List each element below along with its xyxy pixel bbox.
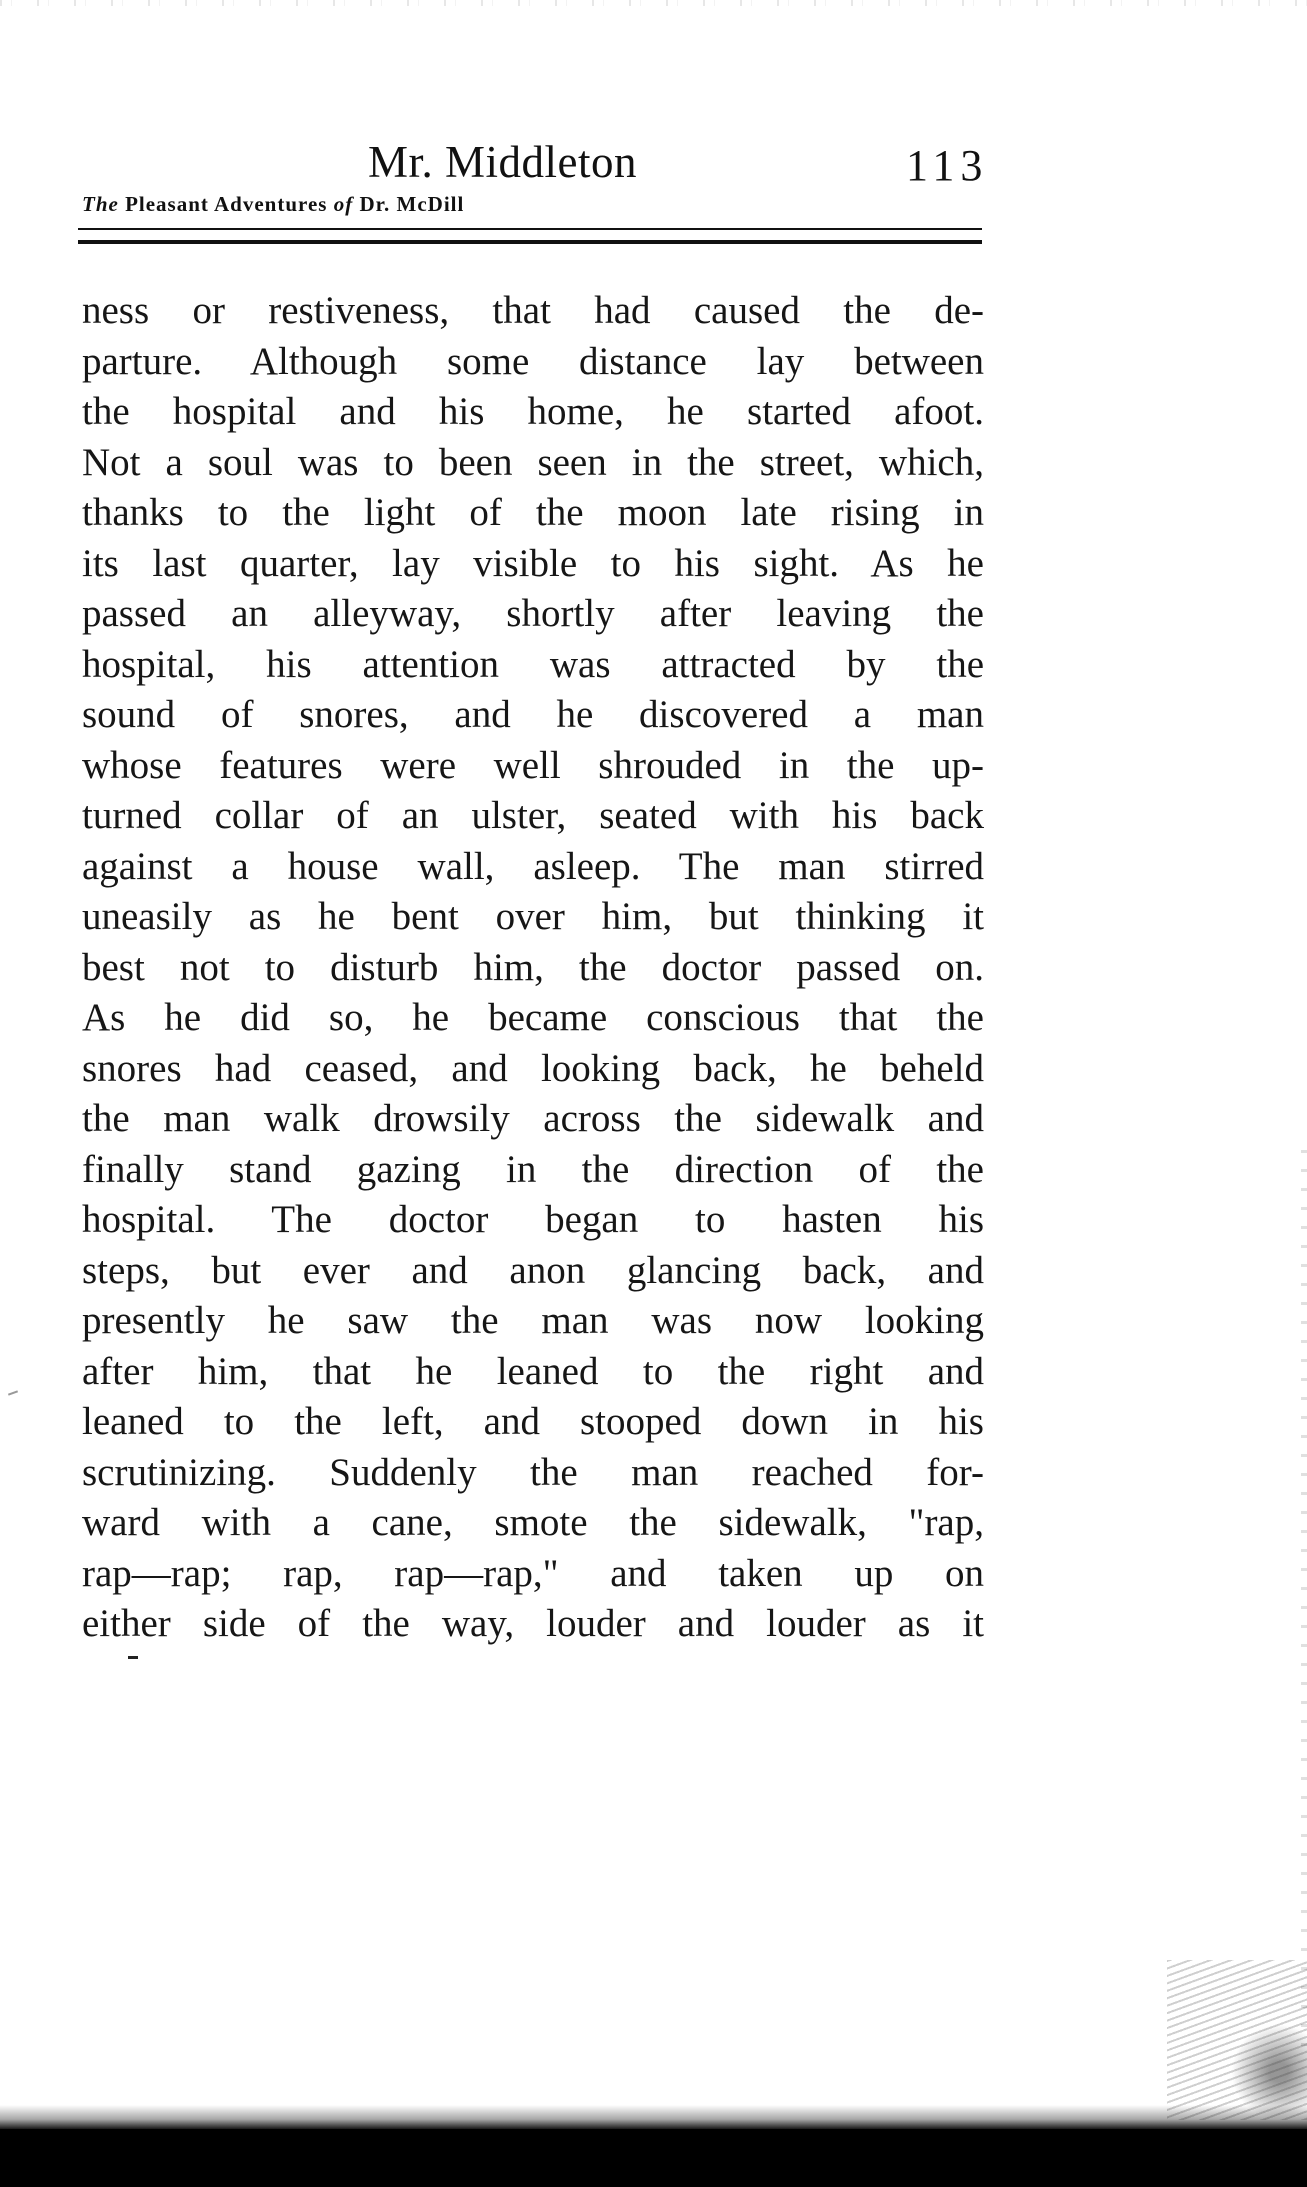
text-line: As he did so, he became conscious that the xyxy=(82,996,984,1039)
text-line: thanks to the light of the moon late rising in xyxy=(82,491,984,534)
text-line: scrutinizing. Suddenly the man reached for- xyxy=(82,1450,984,1494)
scan-corner-noise xyxy=(1167,1960,1307,2120)
text-line: ness or restiveness, that had caused the de- xyxy=(82,289,984,332)
text-line: its last quarter, lay visible to his sight. As he xyxy=(82,541,984,585)
text-line: whose features were well shrouded in the up- xyxy=(82,743,984,787)
header-rule-thin xyxy=(78,228,982,230)
text-line: finally stand gazing in the direction of the xyxy=(82,1147,984,1191)
text-line: parture. Although some distance lay between xyxy=(82,339,984,383)
text-line: ward with a cane, smote the sidewalk, "rap, xyxy=(82,1501,984,1544)
scan-bottom-shadow xyxy=(0,2105,1307,2129)
subtitle-of: of xyxy=(333,192,354,216)
subtitle-end: Dr. McDill xyxy=(353,192,465,216)
book-subtitle xyxy=(82,192,464,217)
text-line: hospital. The doctor began to hasten his xyxy=(82,1198,984,1241)
header-rule-thick xyxy=(78,240,982,244)
subtitle-the: The xyxy=(82,192,119,216)
scan-edge-noise xyxy=(1301,1150,1307,2050)
ink-mark xyxy=(8,1390,18,1395)
scan-edge-specks xyxy=(0,0,1307,6)
text-line: hospital, his attention was attracted by the xyxy=(82,642,984,686)
scan-bottom-border xyxy=(0,2129,1307,2187)
text-line: after him, that he leaned to the right and xyxy=(82,1349,984,1393)
text-line: rap—rap; rap, rap—rap," and taken up on xyxy=(82,1551,984,1595)
subtitle-middle: Pleasant Adventures xyxy=(118,192,334,216)
text-line: the man walk drowsily across the sidewalk and xyxy=(82,1097,984,1140)
body-paragraph xyxy=(82,286,984,1650)
text-line: either side of the way, louder and louder as it xyxy=(82,1602,984,1645)
text-line: leaned to the left, and stooped down in his xyxy=(82,1400,984,1443)
page-number: 113 xyxy=(906,141,989,190)
text-line: against a house wall, asleep. The man stirred xyxy=(82,844,984,888)
text-line: the hospital and his home, he started afoot. xyxy=(82,390,984,433)
text-line: presently he saw the man was now looking xyxy=(82,1299,984,1342)
text-line: uneasily as he bent over him, but thinking it xyxy=(82,895,984,938)
text-line: best not to disturb him, the doctor passed on. xyxy=(82,945,984,989)
running-title: Mr. Middleton xyxy=(368,137,638,187)
text-line: sound of snores, and he discovered a man xyxy=(82,693,984,736)
ink-mark xyxy=(128,1656,138,1659)
text-line: steps, but ever and anon glancing back, and xyxy=(82,1248,984,1292)
text-line: passed an alleyway, shortly after leaving the xyxy=(82,592,984,635)
text-line: turned collar of an ulster, seated with his back xyxy=(82,794,984,837)
text-line: snores had ceased, and looking back, he beheld xyxy=(82,1046,984,1090)
text-line: Not a soul was to been seen in the street, which, xyxy=(82,440,984,484)
